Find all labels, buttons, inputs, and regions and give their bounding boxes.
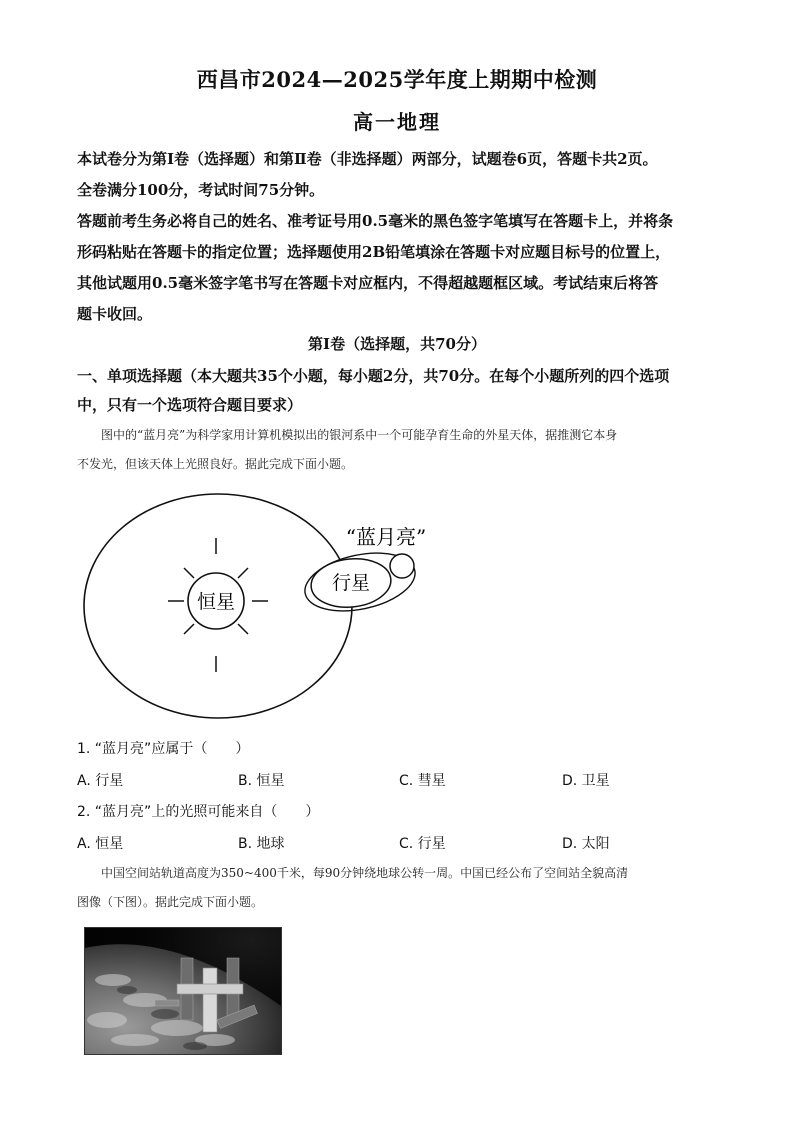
- space-station-image: [85, 928, 281, 1054]
- space-station-photo: [84, 927, 282, 1055]
- part-heading-line: 一、单项选择题（本大题共35个小题，每小题2分，共70分。在每个小题所列的四个选项: [77, 367, 670, 385]
- part-heading-line: 中，只有一个选项符合题目要求）: [77, 396, 303, 414]
- blue-moon-label: “蓝月亮”: [345, 525, 427, 549]
- planet-label: 行星: [331, 572, 371, 594]
- passage-blue-moon: [77, 421, 727, 479]
- option-d: D. 卫星: [562, 773, 610, 789]
- option-c: C. 彗星: [399, 773, 446, 789]
- passage-line: 中国空间站轨道高度为350~400千米，每90分钟绕地球公转一周。中国已经公布了空间站全貌高清: [101, 866, 629, 880]
- part-heading: [77, 362, 727, 420]
- question-1-stem: 1. “蓝月亮”应属于（ ）: [77, 741, 250, 757]
- instruction-line: 题卡收回。: [77, 305, 153, 323]
- question-2-stem: 2. “蓝月亮”上的光照可能来自（ ）: [77, 804, 320, 820]
- passage-space-station: [77, 859, 727, 917]
- option-b: B. 恒星: [238, 773, 285, 789]
- instruction-line: 形码粘贴在答题卡的指定位置；选择题使用2B铅笔填涂在答题卡对应题目标号的位置上，: [77, 243, 671, 261]
- instruction-line: 答题前考生务必将自己的姓名、准考证号用0.5毫米的黑色签字笔填写在答题卡上，并将条: [77, 212, 674, 230]
- passage-line: 图像（下图）。据此完成下面小题。: [77, 895, 264, 909]
- passage-line: 图中的“蓝月亮”为科学家用计算机模拟出的银河系中一个可能孕育生命的外星天体，据推测它本身: [101, 428, 618, 442]
- blue-moon-icon: [390, 554, 414, 578]
- exam-instructions: [77, 144, 727, 330]
- star-label: 恒星: [196, 591, 236, 613]
- exam-subject: 高一地理: [353, 110, 441, 134]
- instruction-line: 本试卷分为第Ⅰ卷（选择题）和第Ⅱ卷（非选择题）两部分，试题卷6页，答题卡共2页。: [77, 150, 658, 168]
- option-b: B. 地球: [238, 836, 285, 852]
- exam-title: 西昌市2024—2025学年度上期期中检测: [196, 67, 598, 92]
- option-a: A. 行星: [77, 773, 124, 789]
- instruction-line: 其他试题用0.5毫米签字笔书写在答题卡对应框内，不得超越题框区域。考试结束后将答: [77, 274, 659, 292]
- passage-line: 不发光，但该天体上光照良好。据此完成下面小题。: [77, 457, 354, 471]
- orbit-diagram: [70, 486, 470, 726]
- section-header: 第Ⅰ卷（选择题，共70分）: [308, 335, 486, 353]
- instruction-line: 全卷满分100分，考试时间75分钟。: [77, 181, 325, 199]
- option-d: D. 太阳: [562, 836, 610, 852]
- option-c: C. 行星: [399, 836, 446, 852]
- option-a: A. 恒星: [77, 836, 124, 852]
